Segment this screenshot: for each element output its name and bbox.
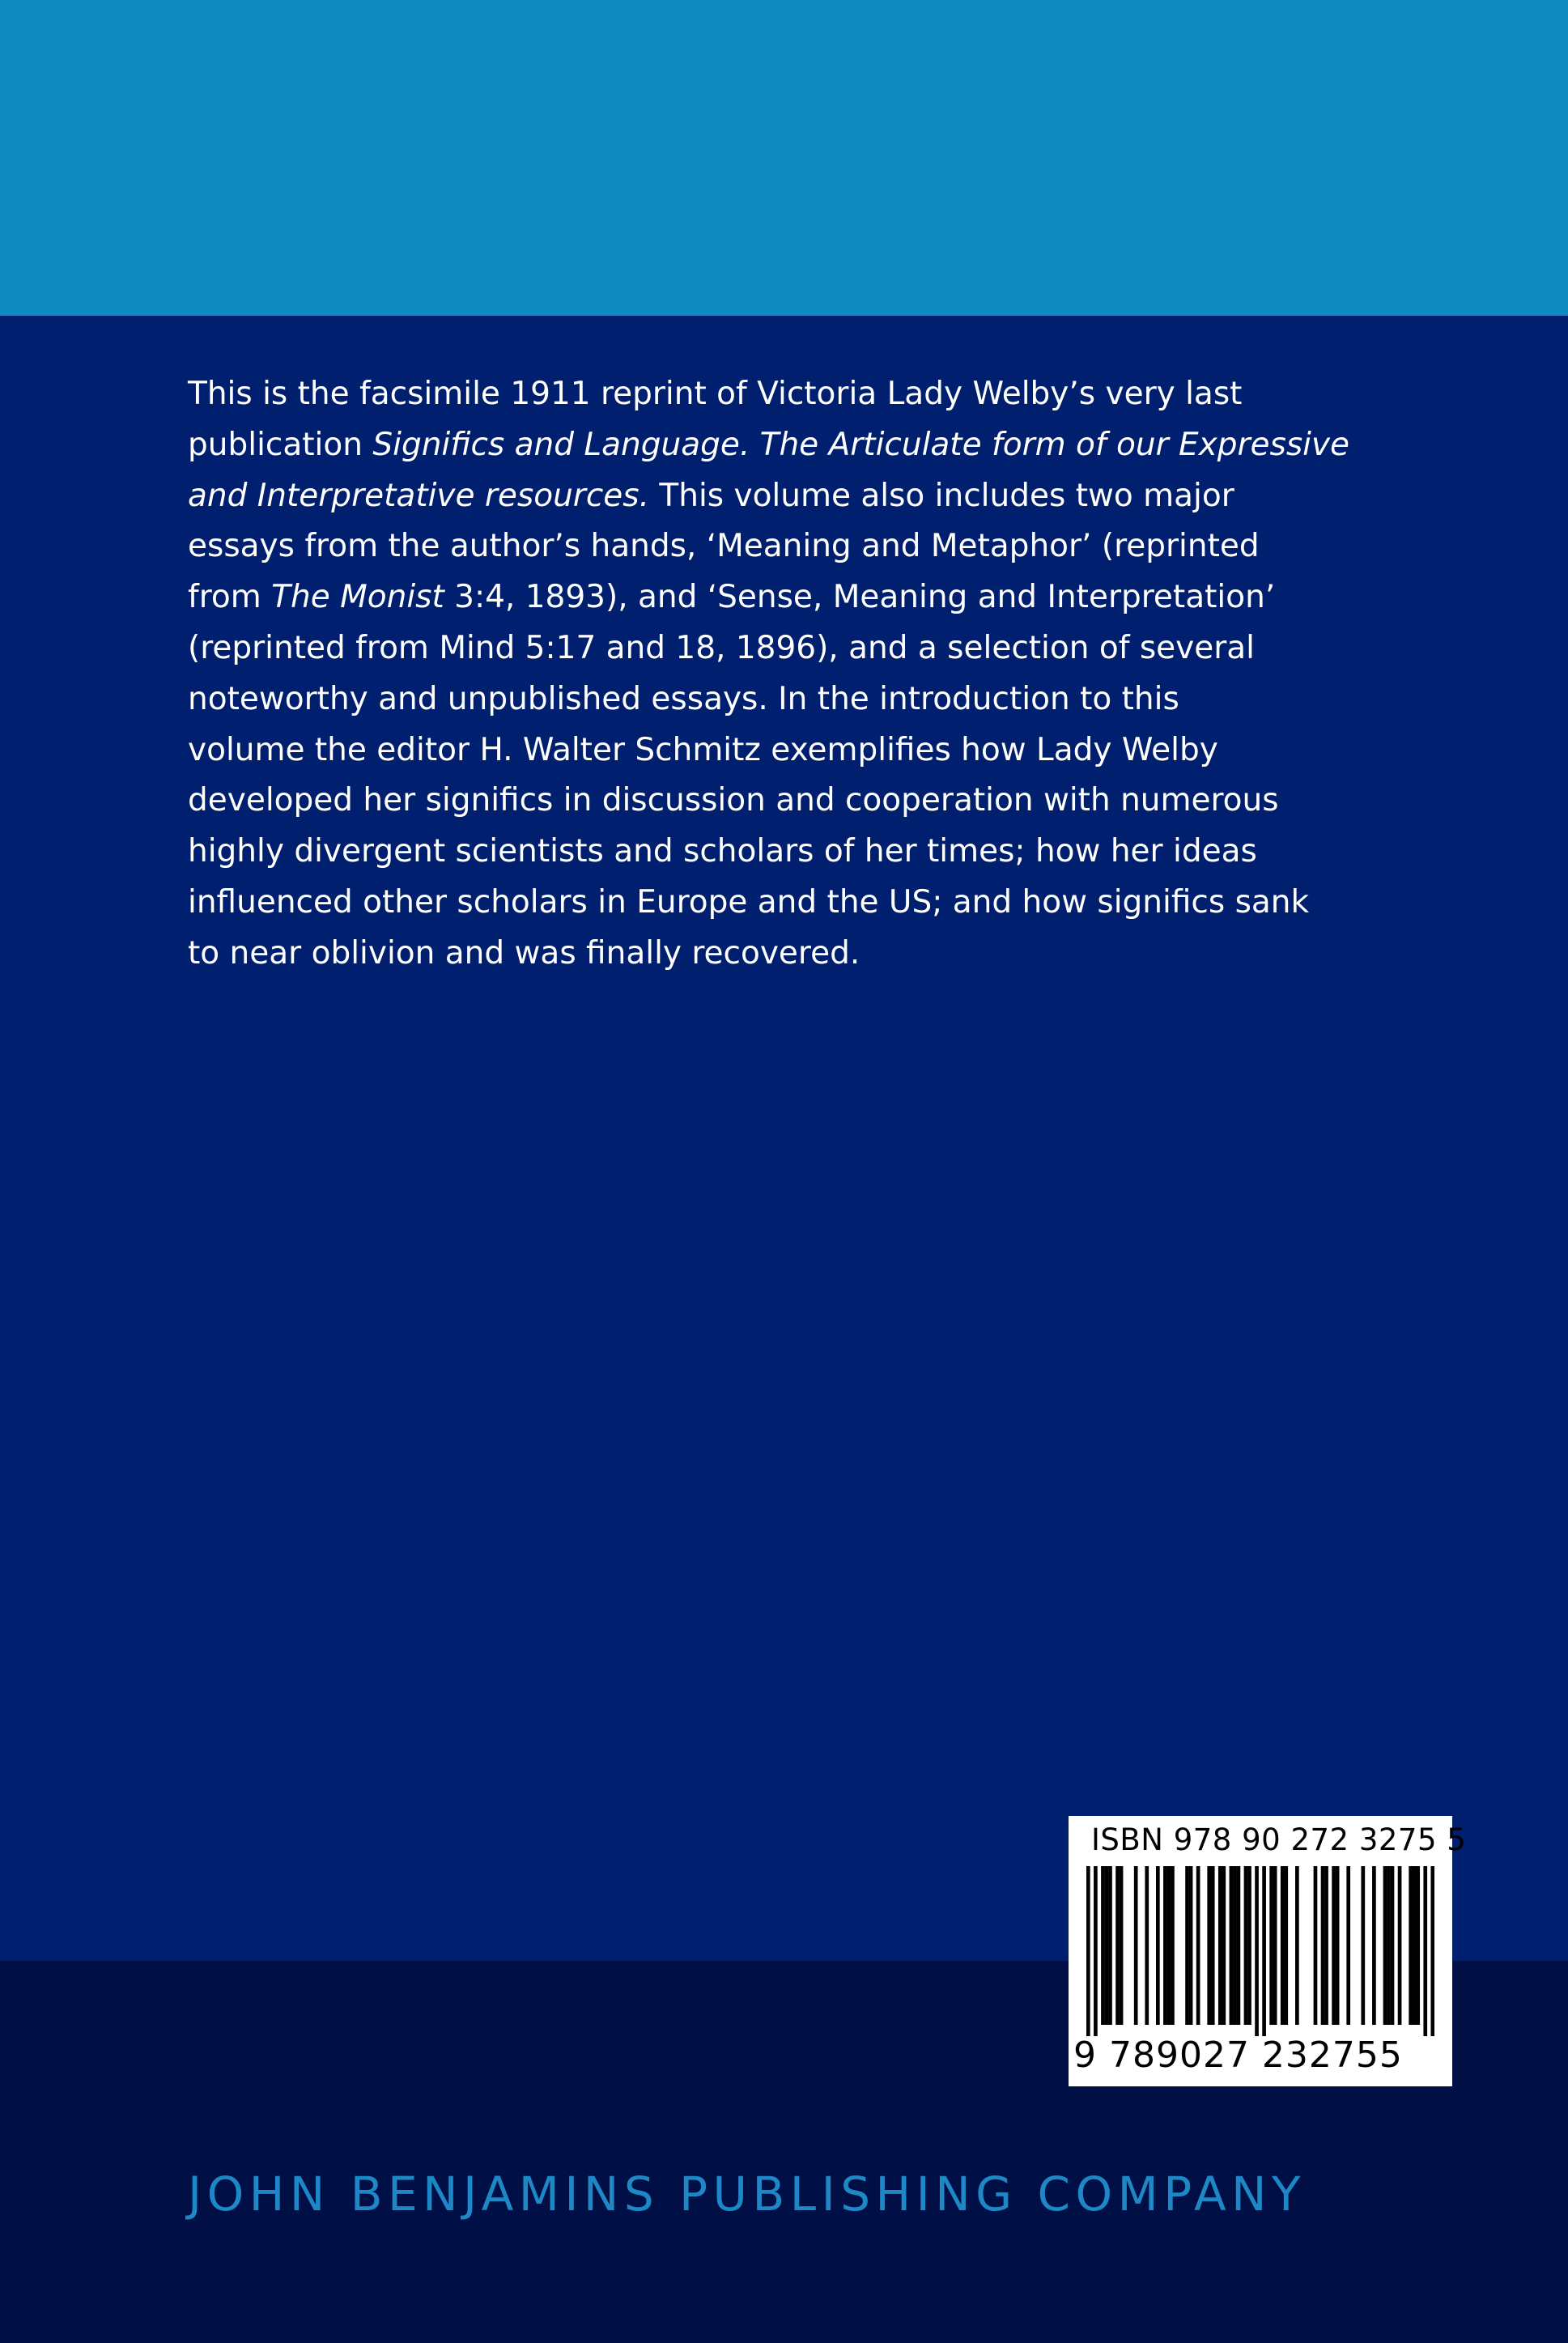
blurb-italic-text: The Monist <box>271 579 444 616</box>
barcode-bar <box>1398 1866 1402 2025</box>
barcode-bar <box>1145 1866 1149 2025</box>
barcode-bar <box>1207 1866 1211 2025</box>
blurb-text: This volume also includes two major <box>649 477 1234 514</box>
blurb-line <box>188 420 1350 471</box>
blurb-text: highly divergent scientists and scholars of her times; how her ideas <box>188 833 1257 870</box>
barcode-bar <box>1101 1866 1105 2025</box>
barcode-bar <box>1222 1866 1226 2025</box>
blurb-line <box>188 623 1337 674</box>
barcode-bar <box>1416 1866 1420 2025</box>
barcode-bar <box>1237 1866 1241 2025</box>
barcode-bar <box>1086 1866 1090 2036</box>
blurb-text: from <box>188 579 272 616</box>
barcode-bar <box>1134 1866 1138 2025</box>
barcode-bar <box>1387 1866 1391 2025</box>
barcode-bar <box>1361 1866 1365 2025</box>
barcode-bar <box>1372 1866 1376 2025</box>
barcode-bar <box>1284 1866 1288 2025</box>
barcode-graphic <box>1086 1866 1434 2036</box>
barcode-bar <box>1262 1866 1266 2036</box>
barcode-bar <box>1211 1866 1215 2025</box>
barcode-bar <box>1423 1866 1427 2036</box>
blurb-italic-text: Significs and Language. The Articulate form of our Expressive <box>372 426 1350 463</box>
barcode-bar <box>1233 1866 1237 2025</box>
blurb-text: influenced other scholars in Europe and the US; and how significs sank <box>188 883 1310 921</box>
blurb-line <box>188 776 1337 827</box>
barcode-bar <box>1273 1866 1277 2025</box>
barcode-bar <box>1332 1866 1336 2025</box>
barcode-bar <box>1115 1866 1120 2025</box>
barcode-bar <box>1094 1866 1098 2036</box>
barcode-bar <box>1255 1866 1259 2036</box>
barcode-bar <box>1295 1866 1299 2025</box>
barcode-bar <box>1230 1866 1234 2025</box>
barcode-bar <box>1324 1866 1328 2025</box>
barcode-bar <box>1413 1866 1417 2025</box>
barcode-bar <box>1108 1866 1112 2025</box>
barcode-bar <box>1336 1866 1340 2025</box>
book-blurb <box>188 369 1350 980</box>
blurb-line <box>188 725 1337 776</box>
blurb-text: This is the facsimile 1911 reprint of Victoria Lady Welby’s very last <box>188 376 1243 412</box>
publisher-name: JOHN BENJAMINS PUBLISHING COMPANY <box>188 2167 1306 2222</box>
blurb-text: 3:4, 1893), and ‘Sense, Meaning and Interpretation’ <box>444 579 1276 616</box>
blurb-text: volume the editor H. Walter Schmitz exemplifies how Lady Welby <box>188 731 1218 768</box>
barcode-bar <box>1105 1866 1109 2025</box>
isbn-barcode-box <box>1069 1816 1467 2086</box>
isbn-label: ISBN 978 90 272 3275 5 <box>1091 1822 1467 1857</box>
barcode-bar <box>1269 1866 1273 2025</box>
blurb-line <box>188 878 1337 929</box>
barcode-bar <box>1321 1866 1325 2025</box>
barcode-bar <box>1346 1866 1350 2025</box>
blurb-line <box>188 572 1337 623</box>
barcode-bar <box>1196 1866 1200 2025</box>
blurb-italic-text: and Interpretative resources. <box>188 477 649 514</box>
barcode-bar <box>1281 1866 1285 2025</box>
blurb-text: (reprinted from Mind 5:17 and 18, 1896), and a selection of several <box>188 629 1256 666</box>
blurb-line <box>188 929 1337 980</box>
barcode-bar <box>1120 1866 1124 2025</box>
barcode-bar <box>1156 1866 1160 2025</box>
barcode-bar <box>1247 1866 1251 2025</box>
barcode-bar <box>1244 1866 1248 2025</box>
barcode-bar <box>1167 1866 1171 2025</box>
top-color-band <box>0 0 1568 316</box>
barcode-bar <box>1430 1866 1434 2036</box>
blurb-text: essays from the author’s hands, ‘Meaning and Metaphor’ (reprinted <box>188 528 1260 565</box>
blurb-line <box>188 471 1337 522</box>
blurb-line <box>188 369 1337 420</box>
barcode-bar <box>1189 1866 1193 2025</box>
barcode-bar <box>1185 1866 1189 2025</box>
blurb-text: publication <box>188 426 373 463</box>
blurb-line <box>188 827 1337 878</box>
barcode-bar <box>1409 1866 1413 2025</box>
barcode-bar <box>1383 1866 1387 2025</box>
barcode-digits: 9 789027 232755 <box>1073 2035 1403 2076</box>
blurb-text: noteworthy and unpublished essays. In the introduction to this <box>188 680 1179 717</box>
blurb-line <box>188 674 1337 725</box>
barcode-bar <box>1163 1866 1167 2025</box>
barcode-bar <box>1171 1866 1175 2025</box>
blurb-line <box>188 521 1337 572</box>
blurb-text: developed her significs in discussion and cooperation with numerous <box>188 782 1279 819</box>
blurb-text: to near oblivion and was finally recovered. <box>188 934 860 972</box>
barcode-bar <box>1218 1866 1222 2025</box>
barcode-bar <box>1314 1866 1318 2025</box>
barcode-bar <box>1391 1866 1395 2025</box>
